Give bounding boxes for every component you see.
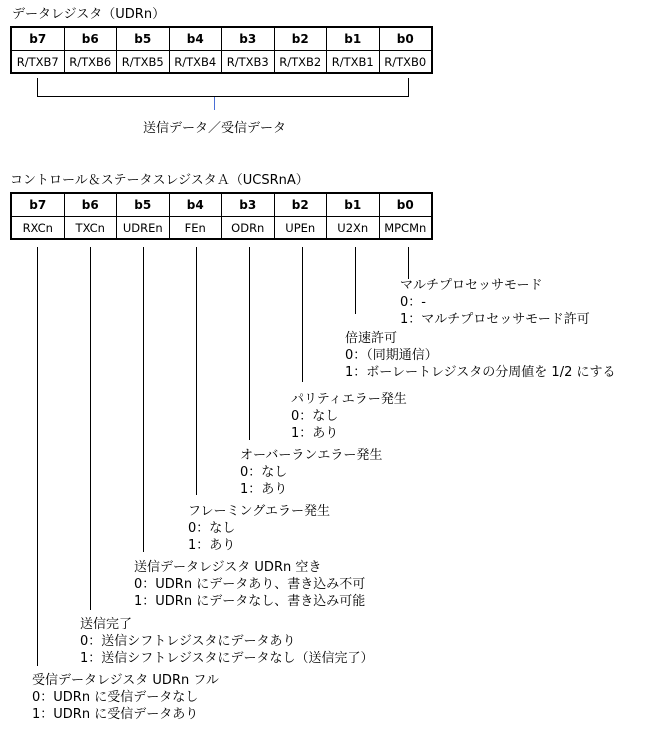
control-register-title: コントロール＆ステータスレジスタＡ（UCSRnA）	[10, 173, 309, 188]
desc-line: 0：UDRn に受信データなし	[32, 690, 199, 705]
desc-line: 0：なし	[240, 465, 288, 480]
desc-b1	[345, 330, 615, 381]
bit-header: b0	[379, 27, 432, 51]
bit-name: UDREn	[117, 217, 170, 240]
bit-name: FEn	[169, 217, 222, 240]
desc-line: 1：UDRn にデータなし、書き込み可能	[134, 594, 366, 609]
desc-line: 0：送信シフトレジスタにデータあり	[80, 634, 296, 649]
bit-name: RXCn	[11, 217, 64, 240]
data-register-caption: 送信データ／受信データ	[143, 121, 287, 136]
bit-header: b1	[327, 27, 380, 51]
bit-name: MPCMn	[379, 217, 432, 240]
desc-heading: 送信データレジスタ UDRn 空き	[134, 560, 322, 575]
desc-b3	[240, 447, 382, 498]
bit-name: UPEn	[274, 217, 327, 240]
desc-b0	[400, 277, 590, 328]
desc-b6	[80, 616, 374, 667]
desc-line: 1：UDRn に受信データあり	[32, 707, 199, 722]
bit-name: R/TXB0	[379, 51, 432, 74]
bit-header: b1	[327, 193, 380, 217]
desc-line: 0：（同期通信）	[345, 348, 438, 363]
bit-name: U2Xn	[327, 217, 380, 240]
bit-header: b6	[64, 27, 117, 51]
desc-line: 0：なし	[188, 521, 236, 536]
bit-header: b7	[11, 193, 64, 217]
bit-name: R/TXB5	[117, 51, 170, 74]
bit-name: R/TXB2	[274, 51, 327, 74]
desc-line: 1：マルチプロセッサモード許可	[400, 312, 590, 327]
bit-header: b4	[169, 193, 222, 217]
data-register-title: データレジスタ（UDRn）	[12, 7, 166, 22]
bit-header: b0	[379, 193, 432, 217]
desc-b2	[291, 391, 407, 442]
bit-name: TXCn	[64, 217, 117, 240]
bit-header: b3	[222, 193, 275, 217]
bit-name: ODRn	[222, 217, 275, 240]
bit-header: b2	[274, 193, 327, 217]
desc-heading: フレーミングエラー発生	[188, 504, 330, 519]
desc-line: 0：UDRn にデータあり、書き込み不可	[134, 577, 366, 592]
data-bracket	[38, 78, 409, 97]
bit-name: R/TXB6	[64, 51, 117, 74]
desc-line: 1：送信シフトレジスタにデータなし（送信完了）	[80, 651, 374, 666]
bit-name: R/TXB7	[11, 51, 64, 74]
desc-heading: マルチプロセッサモード	[400, 278, 543, 293]
desc-heading: パリティエラー発生	[291, 392, 407, 407]
desc-b4	[188, 503, 330, 554]
desc-b7	[32, 672, 219, 723]
desc-heading: 受信データレジスタ UDRn フル	[32, 673, 219, 688]
desc-line: 0：なし	[291, 409, 339, 424]
desc-line: 1：ボーレートレジスタの分周値を 1/2 にする	[345, 365, 616, 380]
bit-header: b5	[117, 27, 170, 51]
desc-line: 1：あり	[240, 482, 288, 497]
bit-name: R/TXB3	[222, 51, 275, 74]
bit-header: b5	[117, 193, 170, 217]
desc-line: 1：あり	[291, 426, 339, 441]
bit-name: R/TXB4	[169, 51, 222, 74]
bit-header: b6	[64, 193, 117, 217]
bit-name: R/TXB1	[327, 51, 380, 74]
desc-line: 0：-	[400, 295, 426, 310]
desc-heading: 倍速許可	[345, 331, 398, 346]
bit-header: b7	[11, 27, 64, 51]
desc-line: 1：あり	[188, 538, 236, 553]
bit-header: b2	[274, 27, 327, 51]
desc-heading: オーバーランエラー発生	[240, 448, 383, 463]
desc-heading: 送信完了	[80, 617, 133, 632]
bit-header: b4	[169, 27, 222, 51]
bit-header: b3	[222, 27, 275, 51]
desc-b5	[134, 559, 365, 610]
